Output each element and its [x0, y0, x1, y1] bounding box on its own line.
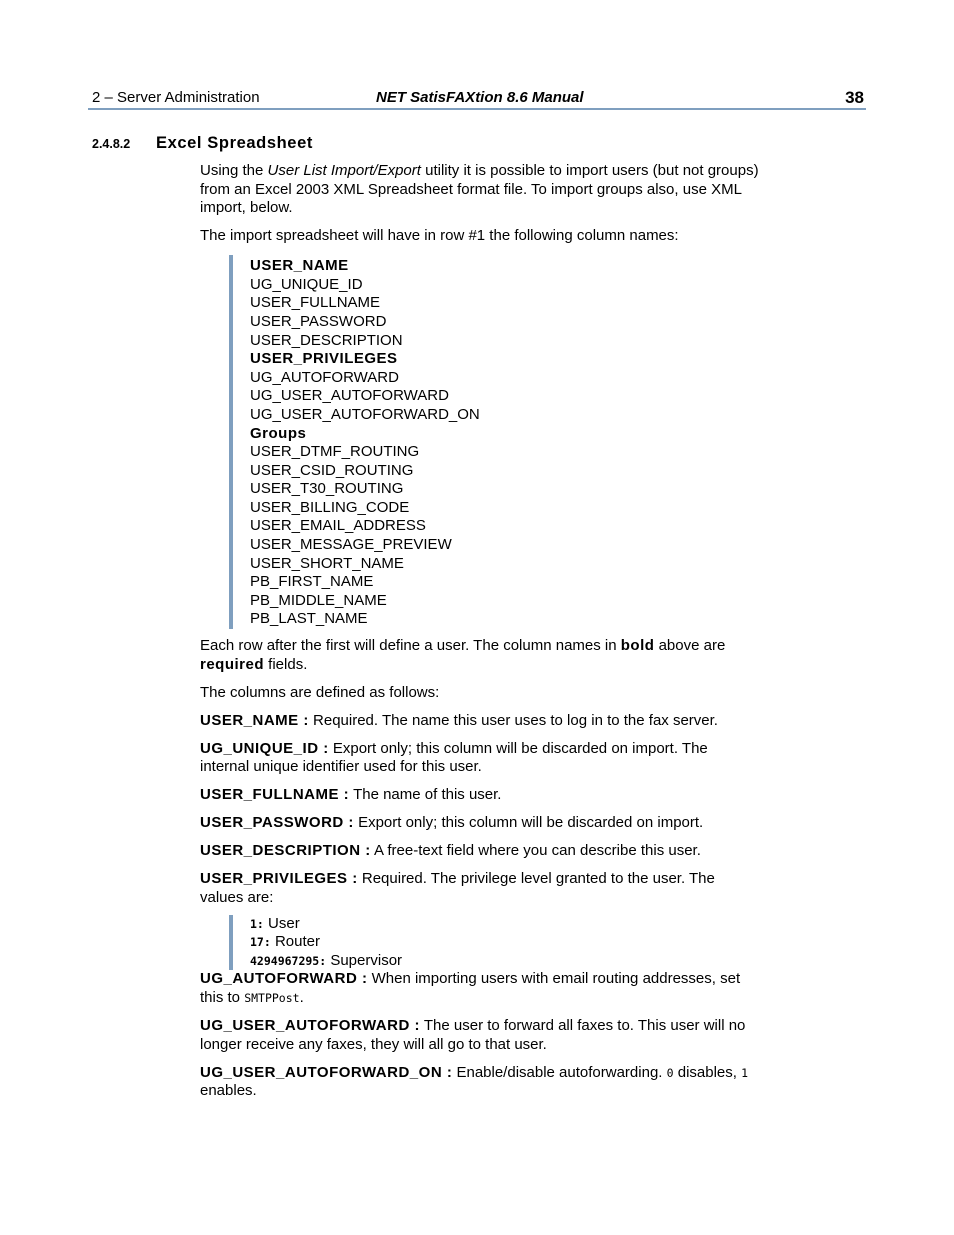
- privilege-label: User: [263, 914, 300, 932]
- column-name-item: UG_AUTOFORWARD: [250, 368, 399, 386]
- def-term: USER_PRIVILEGES :: [200, 870, 358, 888]
- def-text-2: disables,: [673, 1063, 742, 1081]
- import-paragraph: The import spreadsheet will have in row #1 the following column names:: [200, 227, 679, 245]
- column-name-item: USER_BILLING_CODE: [250, 498, 410, 516]
- privilege-code: 1:: [250, 916, 264, 931]
- def-user-fullname: [200, 786, 760, 805]
- column-name-item: PB_MIDDLE_NAME: [250, 591, 387, 609]
- page-number: 38: [845, 88, 864, 107]
- def-text-3: enables.: [200, 1082, 257, 1100]
- intro-text-cont: utility it is possible to import users (but not groups) from an Excel 2003 XML Spreadsheet format file. To import groups also, use XML import, below.: [200, 162, 759, 217]
- column-name-item: UG_USER_AUTOFORWARD_ON: [250, 405, 480, 423]
- column-name-item: USER_PRIVILEGES: [250, 350, 398, 368]
- def-user-description: [200, 842, 760, 861]
- def-term: USER_NAME :: [200, 711, 309, 729]
- column-name-item: PB_FIRST_NAME: [250, 573, 374, 591]
- section-body: [200, 162, 760, 1110]
- def-term: USER_FULLNAME :: [200, 786, 350, 804]
- section-number: 2.4.8.2: [92, 137, 131, 151]
- def-user-password: [200, 814, 760, 833]
- column-name-item: USER_CSID_ROUTING: [250, 461, 414, 479]
- def-text-end: .: [299, 989, 304, 1007]
- def-ug-unique-id: [200, 740, 760, 777]
- column-name-item: USER_MESSAGE_PREVIEW: [250, 536, 452, 554]
- def-text: Required. The name this user uses to log in to the fax server.: [308, 711, 718, 729]
- column-name-item: UG_UNIQUE_ID: [250, 275, 363, 293]
- utility-name: User List Import/Export: [267, 162, 421, 179]
- privilege-code: 17:: [250, 935, 271, 950]
- required-text-2: above are: [654, 637, 726, 655]
- def-text: When importing users with email routing addresses, set this to: [200, 970, 741, 1007]
- column-name-item: PB_LAST_NAME: [250, 610, 368, 628]
- code-zero: 0: [666, 1065, 674, 1080]
- column-name-item: USER_NAME: [250, 257, 349, 275]
- code-one: 1: [741, 1065, 749, 1080]
- def-text: A free-text field where you can describe this user.: [370, 842, 701, 860]
- column-name-item: USER_DTMF_ROUTING: [250, 443, 420, 461]
- def-term: UG_UNIQUE_ID :: [200, 739, 329, 757]
- column-name-item: USER_EMAIL_ADDRESS: [250, 517, 426, 535]
- def-term: UG_AUTOFORWARD :: [200, 970, 368, 988]
- def-text: Enable/disable autoforwarding.: [452, 1063, 667, 1081]
- def-user-name: [200, 712, 760, 731]
- def-user-privileges: [200, 870, 760, 907]
- column-name-item: Groups: [250, 424, 307, 442]
- def-ug-autoforward: [200, 970, 760, 1007]
- section-title: Excel Spreadsheet: [156, 134, 313, 152]
- def-term: UG_USER_AUTOFORWARD :: [200, 1017, 420, 1035]
- intro-text: Using the: [200, 162, 268, 179]
- required-text-3: fields.: [264, 655, 308, 673]
- def-term: UG_USER_AUTOFORWARD_ON :: [200, 1063, 453, 1081]
- privilege-value-item: [250, 933, 760, 952]
- manual-title: NET SatisFAXtion 8.6 Manual: [376, 89, 584, 106]
- def-text: Required. The privilege level granted to the user. The values are:: [200, 870, 715, 906]
- privilege-label: Router: [270, 933, 320, 951]
- column-name-item: USER_FULLNAME: [250, 294, 381, 312]
- privilege-code: 4294967295:: [250, 953, 327, 968]
- def-text: The name of this user.: [349, 786, 502, 804]
- privilege-value-item: [250, 915, 760, 934]
- def-text: Export only; this column will be discarded on import. The internal unique identifier used for this user.: [200, 739, 708, 776]
- required-word: required: [200, 655, 265, 673]
- column-name-item: USER_DESCRIPTION: [250, 331, 403, 349]
- privilege-value-item: [250, 952, 760, 971]
- column-name-item: USER_T30_ROUTING: [250, 480, 404, 498]
- column-name-list: [229, 255, 760, 629]
- page-header: [88, 86, 866, 110]
- intro-paragraph: [200, 162, 760, 218]
- privilege-value-list: [229, 915, 760, 971]
- required-paragraph: [200, 637, 760, 674]
- bold-word: bold: [620, 637, 655, 655]
- def-ug-user-autoforward-on: [200, 1064, 760, 1101]
- privilege-label: Supervisor: [326, 951, 403, 969]
- required-text: Each row after the first will define a user. The column names in: [200, 637, 621, 655]
- def-term: USER_DESCRIPTION :: [200, 842, 371, 860]
- column-name-item: USER_PASSWORD: [250, 312, 387, 330]
- chapter-label: 2 – Server Administration: [92, 89, 260, 106]
- def-term: USER_PASSWORD :: [200, 814, 354, 832]
- def-text: Export only; this column will be discarded on import.: [353, 814, 704, 832]
- code-smtppost: SMTPPost: [244, 991, 300, 1006]
- def-ug-user-autoforward: [200, 1017, 760, 1054]
- defined-paragraph: The columns are defined as follows:: [200, 683, 440, 701]
- def-text: The user to forward all faxes to. This user will no longer receive any faxes, they will all go to that user.: [200, 1017, 746, 1053]
- column-name-item: USER_SHORT_NAME: [250, 554, 404, 572]
- column-name-item: UG_USER_AUTOFORWARD: [250, 387, 449, 405]
